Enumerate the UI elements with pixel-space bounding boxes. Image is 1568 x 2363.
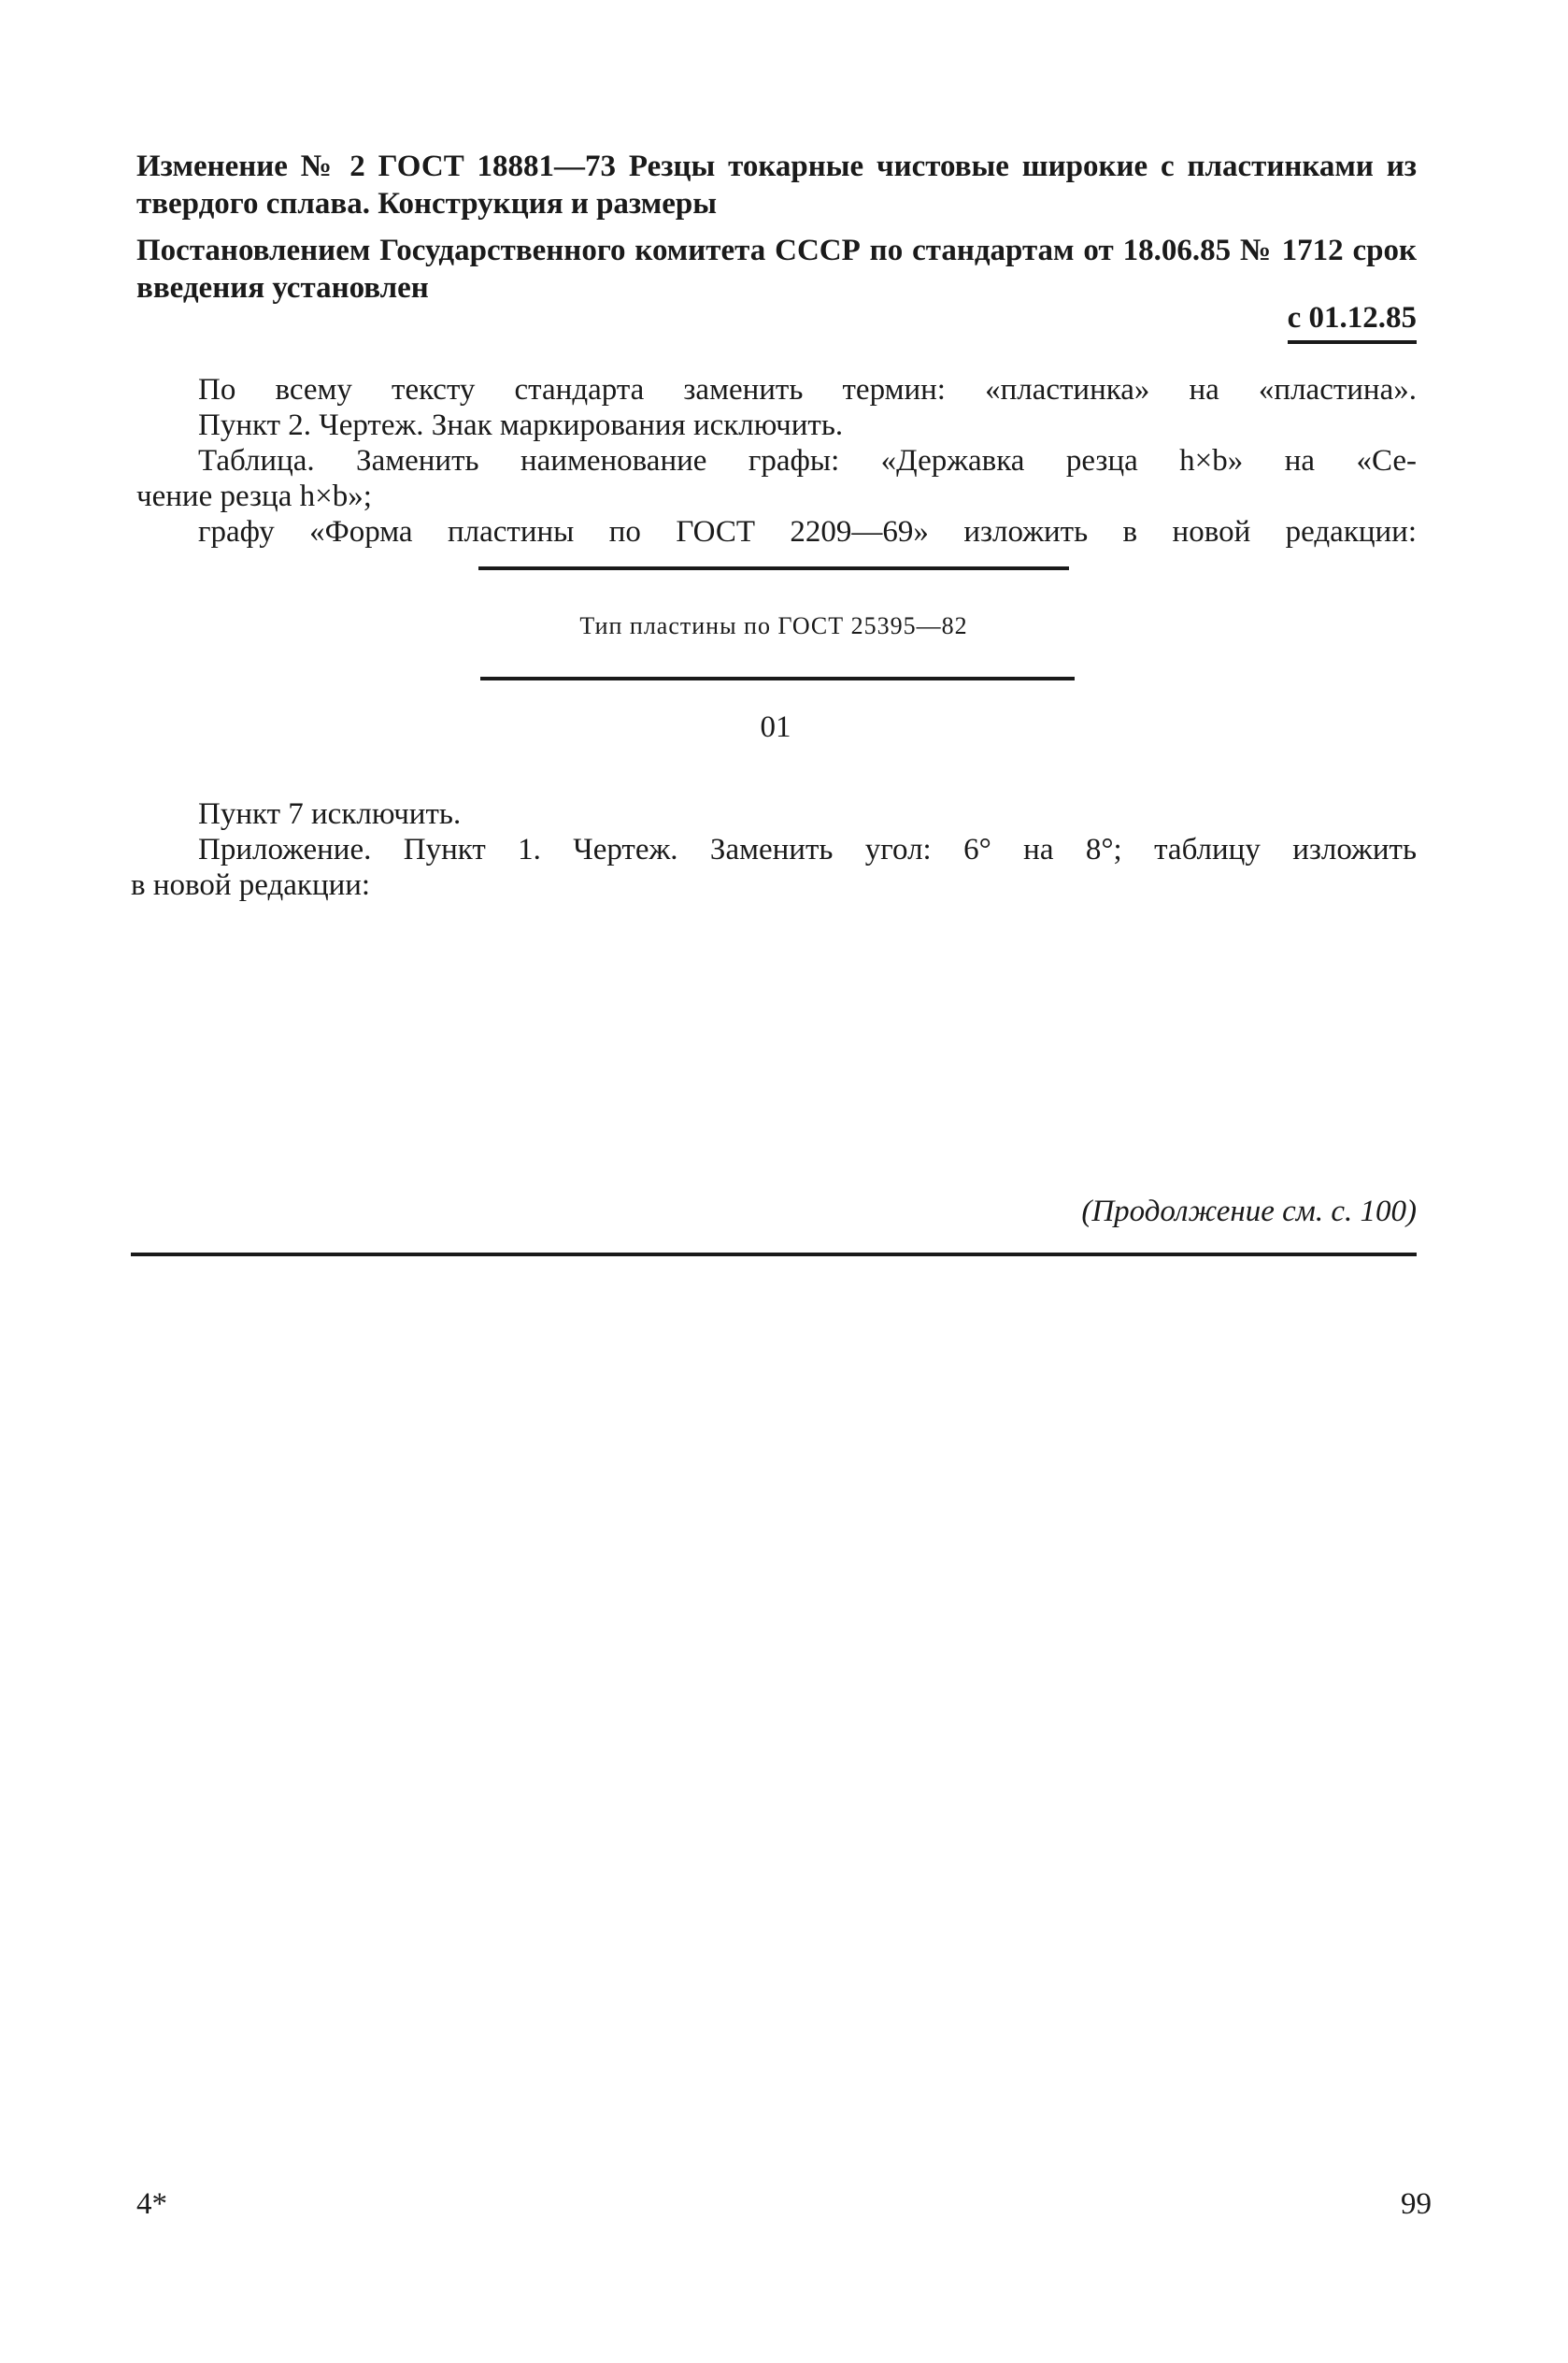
table-top-rule xyxy=(478,566,1069,570)
paragraph-appendix-line1: Приложение. Пункт 1. Чертеж. Заменить угол: 6° на 8°; таблицу изложить xyxy=(198,833,1417,866)
page-number: 99 xyxy=(1401,2187,1432,2221)
paragraph-column-form: графу «Форма пластины по ГОСТ 2209—69» изложить в новой редакции: xyxy=(198,515,1417,549)
paragraph-appendix-line2: в новой редакции: xyxy=(131,868,371,902)
paragraph-term-replacement: По всему тексту стандарта заменить термин: «пластинка» на «пластина». xyxy=(198,373,1417,407)
section-end-rule xyxy=(131,1253,1417,1256)
continued-note: (Продолжение см. с. 100) xyxy=(1081,1195,1417,1228)
paragraph-item-7: Пункт 7 исключить. xyxy=(198,797,462,831)
paragraph-table-rename-line2: чение резца h×b»; xyxy=(136,480,372,513)
table-header-rule xyxy=(480,677,1075,680)
signature-mark: 4* xyxy=(136,2187,167,2221)
table-cell-value: 01 xyxy=(760,710,791,744)
amendment-title: Изменение № 2 ГОСТ 18881—73 Резцы токарные чистовые широкие с пластинками из твердого сплава. Конструкция и размеры xyxy=(136,150,1417,221)
paragraph-item-2: Пункт 2. Чертеж. Знак маркирования исключить. xyxy=(198,408,844,442)
decree-text: Постановлением Государственного комитета СССР по стандартам от 18.06.85 № 1712 срок введения установлен xyxy=(136,234,1417,305)
table-column-header: Тип пластины по ГОСТ 25395—82 xyxy=(579,612,968,639)
paragraph-table-rename-line1: Таблица. Заменить наименование графы: «Державка резца h×b» на «Се- xyxy=(198,444,1417,478)
effective-date: с 01.12.85 xyxy=(1288,299,1417,344)
